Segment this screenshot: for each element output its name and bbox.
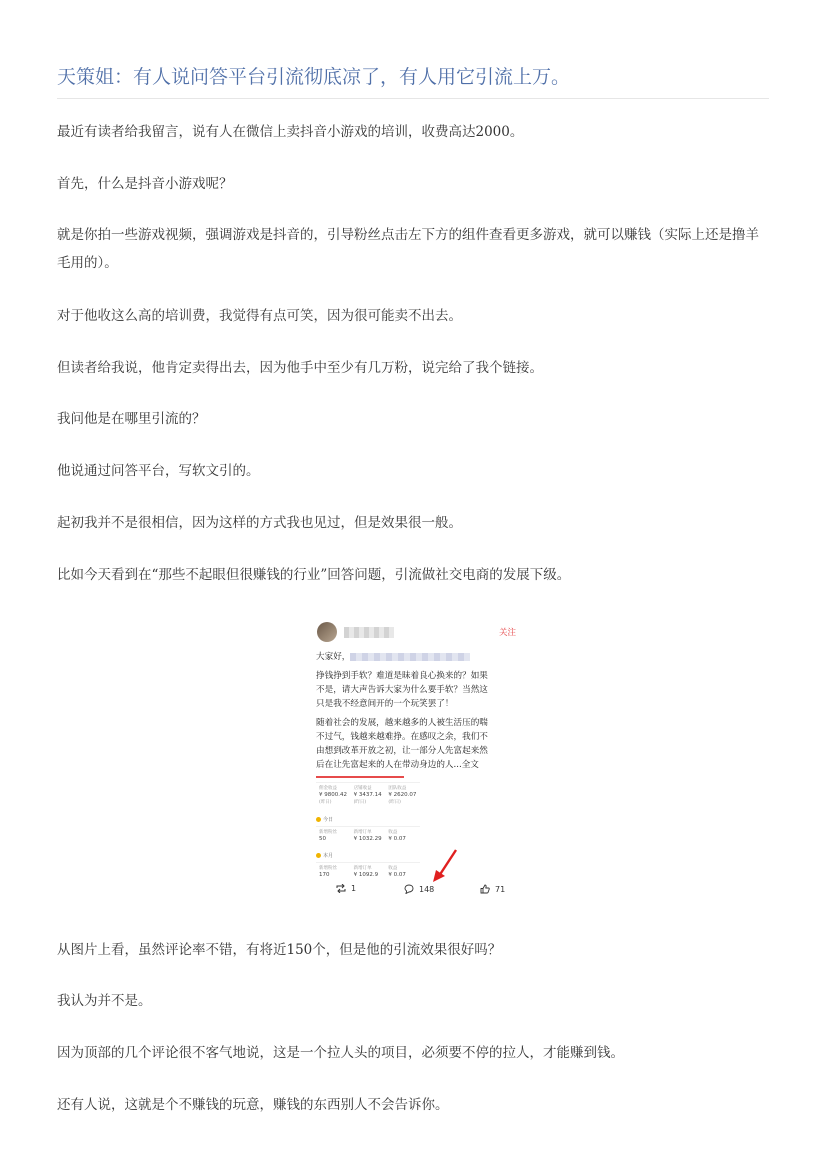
section-tag: 本月 (316, 852, 333, 859)
paragraph: 最近有读者给我留言，说有人在微信上卖抖音小游戏的培训，收费高达2000。 (57, 124, 524, 140)
greeting-line (316, 650, 516, 664)
stats-row (316, 782, 420, 813)
stat-cell: 新增粉丝 170 (319, 866, 337, 878)
action-bar (312, 884, 518, 900)
paragraph: 我认为并不是。 (57, 993, 152, 1009)
answer-line: 随着社会的发展，越来越多的人被生活压的喘 (316, 718, 488, 728)
answer-line: 后在让先富起来的人在带动身边的人...全文 (316, 760, 479, 770)
repost-action[interactable] (336, 884, 356, 893)
title-divider (57, 98, 769, 99)
paragraph: 对于他收这么高的培训费，我觉得有点可笑，因为很可能卖不出去。 (57, 308, 462, 324)
red-underline (316, 776, 404, 778)
paragraph: 他说通过问答平台，写软文引的。 (57, 463, 260, 479)
like-action[interactable] (480, 884, 505, 894)
paragraph: 因为顶部的几个评论很不客气地说，这是一个拉人头的项目，必须要不停的拉人，才能赚到钱。 (57, 1045, 624, 1061)
comment-action[interactable] (404, 884, 434, 894)
stat-cell: 佣金收益 ¥ 9800.42 (昨日) (319, 786, 347, 805)
avatar (317, 622, 337, 642)
answer-line: 挣钱挣到手软？难道是昧着良心换来的？如果 (316, 671, 488, 681)
paragraph: 还有人说，这就是个不赚钱的玩意，赚钱的东西别人不会告诉你。 (57, 1097, 449, 1113)
paragraph: 但读者给我说，他肯定卖得出去，因为他手中至少有几万粉，说完给了我个链接。 (57, 360, 543, 376)
stat-cell: 收益 ¥ 0.07 (388, 830, 406, 842)
greeting-text: 大家好， (316, 652, 351, 662)
stat-cell: 新增订单 ¥ 1092.9 (353, 866, 379, 878)
section-tag: 今日 (316, 816, 333, 823)
paragraph: 从图片上看，虽然评论率不错，有将近150个，但是他的引流效果很好吗？ (57, 942, 502, 958)
answer-line: 不过气，钱越来越难挣。在感叹之余，我们不 (316, 732, 488, 742)
paragraph: 起初我并不是很相信，因为这样的方式我也见过，但是效果很一般。 (57, 515, 462, 531)
paragraph: 比如今天看到在“那些不起眼但很赚钱的行业”回答问题，引流做社交电商的发展下级。 (57, 567, 571, 583)
stat-cell: 收益 ¥ 0.07 (388, 866, 406, 878)
comment-count: 148 (419, 884, 435, 894)
paragraph: 我问他是在哪里引流的？ (57, 411, 206, 427)
answer-line: 不是，请大声告诉大家为什么要手软？当然这 (316, 685, 488, 695)
article-title: 天策姐：有人说问答平台引流彻底凉了，有人用它引流上万。 (57, 66, 571, 88)
coin-icon (316, 817, 321, 822)
blurred-text (350, 653, 470, 661)
stat-cell: 新增订单 ¥ 1032.29 (353, 830, 382, 842)
answer-line: 由想到改革开放之初，让一部分人先富起来然 (316, 746, 488, 756)
like-count: 71 (495, 884, 506, 894)
thumbs-up-icon (480, 884, 490, 894)
stat-cell: 团队收益 ¥ 2620.07 (昨日) (388, 786, 417, 805)
comment-icon (404, 884, 414, 894)
answer-line: 只是我不经意间开的一个玩笑罢了！ (316, 699, 454, 709)
stats-row (316, 862, 420, 883)
blurred-username (344, 627, 394, 638)
paragraph: 就是你拍一些游戏视频，强调游戏是抖音的，引导粉丝点击左下方的组件查看更多游戏，就可以赚钱（实际上还是撸羊毛用的）。 (57, 227, 759, 271)
paragraph: 首先，什么是抖音小游戏呢？ (57, 176, 233, 192)
repost-count: 1 (351, 884, 357, 893)
red-arrow-icon (430, 848, 460, 884)
embedded-answer-screenshot (312, 616, 518, 906)
coin-icon (316, 853, 321, 858)
follow-button[interactable]: 关注 (498, 628, 516, 638)
stat-cell: 新增粉丝 50 (319, 830, 337, 842)
stat-cell: 店铺收益 ¥ 3437.14 (昨日) (353, 786, 382, 805)
repost-icon (336, 884, 346, 893)
